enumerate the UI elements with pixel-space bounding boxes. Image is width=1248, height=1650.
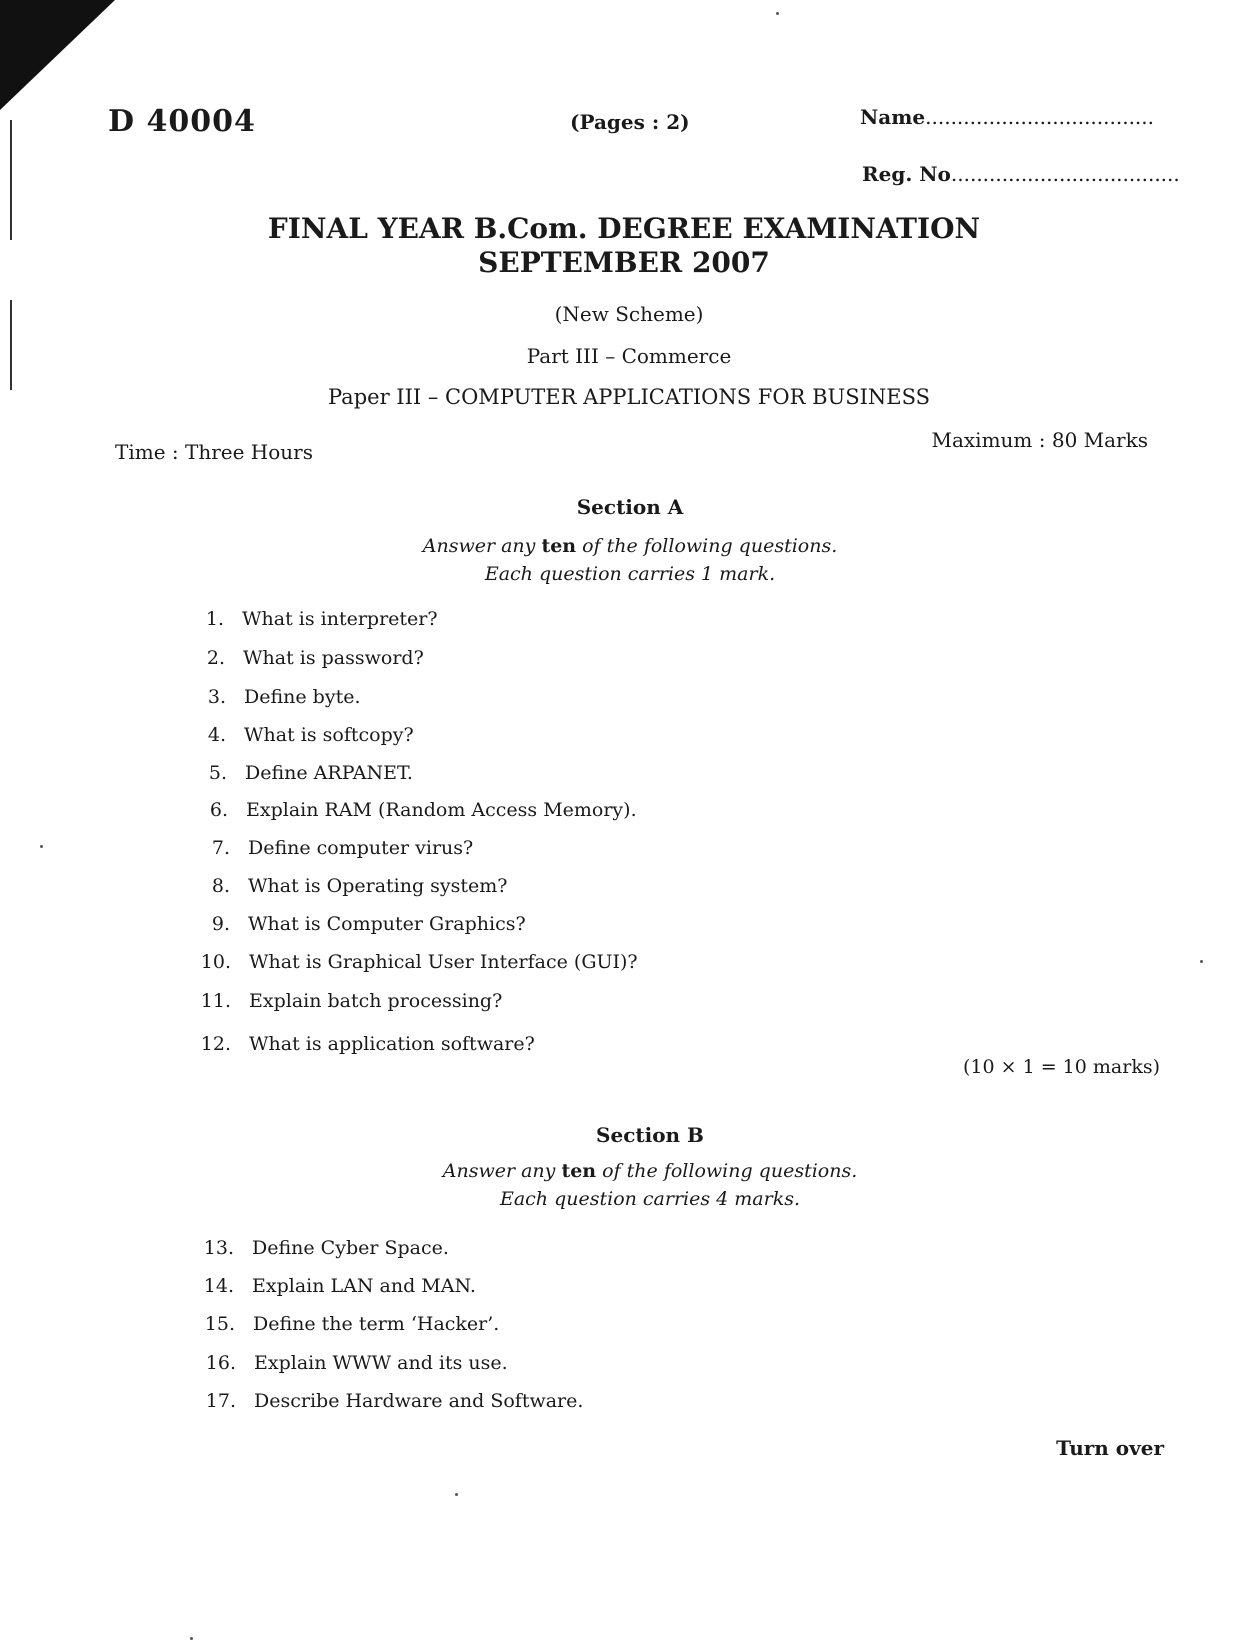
scan-speck	[455, 1493, 458, 1496]
question-item: 1. What is interpreter?	[205, 608, 438, 630]
scan-speck	[1200, 960, 1203, 963]
part: Part III – Commerce	[526, 344, 732, 368]
question-item: 13. Define Cyber Space.	[203, 1237, 449, 1259]
maximum-marks: Maximum : 80 Marks	[931, 428, 1148, 452]
reg-no-dots: ....................................	[950, 162, 1180, 186]
exam-title: FINAL YEAR B.Com. DEGREE EXAMINATION	[267, 212, 981, 245]
question-item: 11. Explain batch processing?	[200, 990, 503, 1012]
section-b-instruction: Answer any ten of the following questions.	[442, 1160, 858, 1182]
section-a-instruction: Answer any ten of the following questions.	[422, 535, 838, 557]
question-item: 5. Define ARPANET.	[208, 762, 413, 784]
turn-over-note: Turn over	[1056, 1436, 1164, 1460]
section-b-marks-note: Each question carries 4 marks.	[499, 1188, 801, 1210]
question-item: 2. What is password?	[206, 647, 424, 669]
question-item: 10. What is Graphical User Interface (GUI)?	[200, 951, 638, 973]
question-item: 9. What is Computer Graphics?	[211, 913, 526, 935]
section-a-marks-total: (10 × 1 = 10 marks)	[963, 1056, 1160, 1078]
section-a-title: Section A	[576, 495, 684, 519]
exam-session: SEPTEMBER 2007	[478, 246, 770, 279]
name-field	[860, 105, 1154, 129]
question-item: 4. What is softcopy?	[207, 724, 414, 746]
folded-corner	[0, 0, 115, 110]
paper-title: Paper III – COMPUTER APPLICATIONS FOR BUSINESS	[328, 385, 930, 409]
section-a-marks-note: Each question carries 1 mark.	[484, 563, 776, 585]
question-item: 6. Explain RAM (Random Access Memory).	[209, 799, 637, 821]
name-label: Name	[860, 105, 926, 129]
question-item: 8. What is Operating system?	[211, 875, 508, 897]
scan-speck	[40, 845, 43, 848]
question-item: 14. Explain LAN and MAN.	[203, 1275, 476, 1297]
scheme: (New Scheme)	[554, 302, 704, 326]
question-item: 16. Explain WWW and its use.	[205, 1352, 508, 1374]
time-allowed: Time : Three Hours	[115, 440, 313, 464]
reg-no-field	[862, 162, 1180, 186]
paper-code: D 40004	[108, 104, 256, 139]
question-item: 7. Define computer virus?	[211, 837, 474, 859]
reg-no-label: Reg. No	[862, 162, 951, 186]
page-count: (Pages : 2)	[570, 110, 690, 134]
question-item: 3. Define byte.	[207, 686, 361, 708]
question-item: 17. Describe Hardware and Software.	[205, 1390, 584, 1412]
question-item: 12. What is application software?	[200, 1033, 535, 1055]
section-b-title: Section B	[596, 1123, 704, 1147]
scan-speck	[776, 12, 779, 15]
scan-speck	[190, 1637, 193, 1640]
name-dots: ....................................	[925, 105, 1155, 129]
question-item: 15. Define the term ‘Hacker’.	[204, 1313, 500, 1335]
